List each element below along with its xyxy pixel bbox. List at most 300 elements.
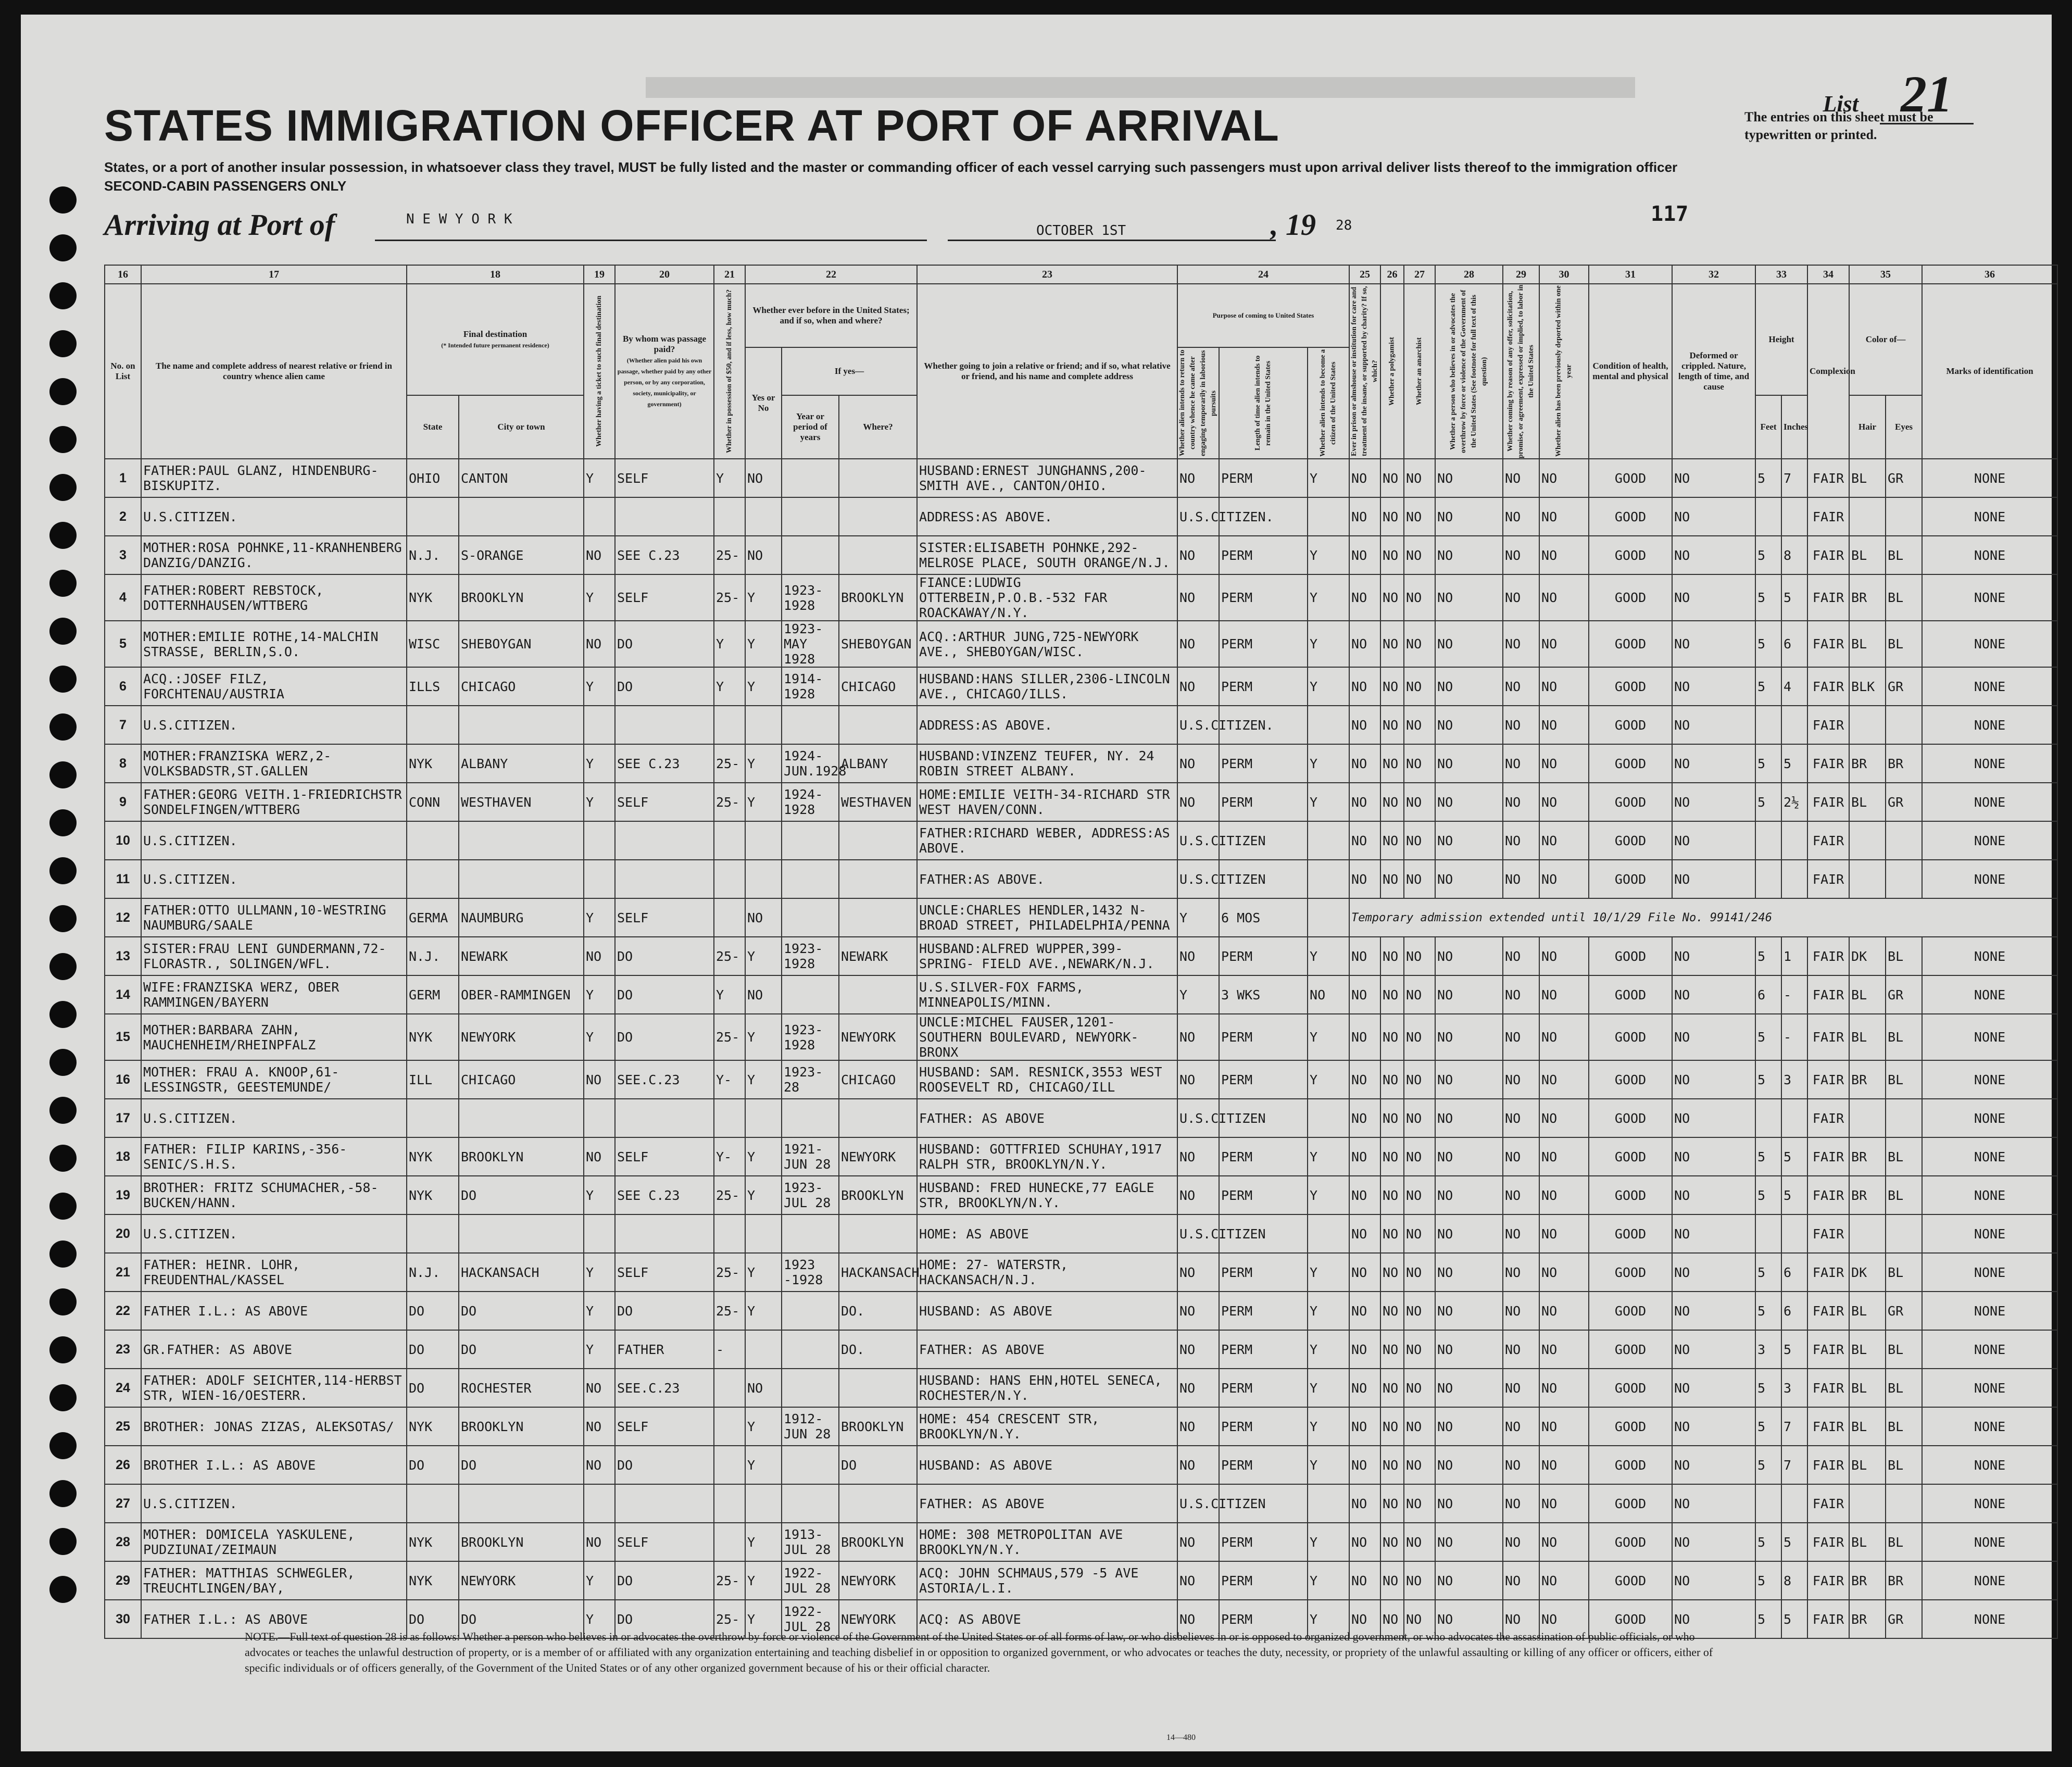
col29-cell: NO [1503,574,1539,621]
joining-cell: HOME:EMILIE VEITH-34-RICHARD STR WEST HAVEN/CONN. [917,783,1177,821]
col29-cell: NO [1503,1292,1539,1330]
joining-cell: HOME: 27- WATERSTR, HACKANSACH/N.J. [917,1253,1177,1292]
col30-cell: NO [1539,1176,1589,1214]
before-us-cell: Y [745,1060,782,1099]
complexion-cell: FAIR [1807,1369,1849,1407]
purpose-c-cell: Y [1308,1014,1349,1060]
purpose-a-cell: U.S.CITIZEN [1177,1099,1219,1137]
ticket-cell: NO [584,1060,615,1099]
relative-cell: FATHER: MATTHIAS SCHWEGLER, TREUCHTLINGEN/BAY, [141,1561,407,1600]
feet-cell: 5 [1755,1292,1781,1330]
manifest-rows [105,459,2057,1638]
purpose-a-cell: NO [1177,1137,1219,1176]
binder-hole [49,1097,77,1124]
col25-cell: NO [1349,1253,1380,1292]
col27-cell: NO [1404,1137,1435,1176]
binder-hole [49,1336,77,1363]
feet-cell [1755,1099,1781,1137]
row-number: 2 [105,497,141,536]
city-cell: OBER-RAMMINGEN [459,975,584,1014]
table-row [105,1446,2057,1484]
joining-cell: HUSBAND:VINZENZ TEUFER, NY. 24 ROBIN STREET ALBANY. [917,744,1177,783]
table-row [105,497,2057,536]
paid-by-cell: DO [615,937,714,975]
relative-cell: BROTHER: JONAS ZIZAS, ALEKSOTAS/ [141,1407,407,1446]
binder-hole [49,1001,77,1028]
faded-stamp [646,77,1635,98]
purpose-a-cell: NO [1177,937,1219,975]
where-cell [839,898,917,937]
years-cell: 1923 -1928 [782,1253,839,1292]
paid-by-cell: SEE C.23 [615,744,714,783]
col26-cell: NO [1380,1330,1404,1369]
health-cell: GOOD [1589,1446,1672,1484]
marks-cell: NONE [1922,975,2057,1014]
hair-cell: DK [1849,1253,1886,1292]
form-title: STATES IMMIGRATION OFFICER AT PORT OF ARRIVAL [104,101,1279,150]
col26-cell: NO [1380,1060,1404,1099]
purpose-c-cell: Y [1308,937,1349,975]
arrival-date: OCTOBER 1ST [1036,223,1126,239]
health-cell: GOOD [1589,536,1672,574]
feet-cell: 5 [1755,1253,1781,1292]
joining-cell: FIANCE:LUDWIG OTTERBEIN,P.O.B.-532 FAR ROACKAWAY/N.Y. [917,574,1177,621]
joining-cell: HUSBAND:HANS SILLER,2306-LINCOLN AVE., CHICAGO/ILLS. [917,667,1177,706]
paid-by-cell [615,1214,714,1253]
marks-cell: NONE [1922,1060,2057,1099]
binder-hole [49,953,77,980]
col27-cell: NO [1404,1176,1435,1214]
col29-cell: NO [1503,1600,1539,1638]
col26-cell: NO [1380,1369,1404,1407]
state-cell [407,821,459,860]
city-cell: BROOKLYN [459,1137,584,1176]
col29-cell: NO [1503,1176,1539,1214]
state-cell [407,497,459,536]
money-cell: 25- [714,783,745,821]
col26-cell: NO [1380,1484,1404,1523]
ticket-cell [584,1099,615,1137]
money-cell: 25- [714,1253,745,1292]
money-cell [714,1484,745,1523]
paid-by-cell: SELF [615,459,714,497]
binder-hole [49,1240,77,1268]
binder-hole [49,761,77,788]
purpose-c-cell: Y [1308,1176,1349,1214]
table-row [105,459,2057,497]
relative-cell: U.S.CITIZEN. [141,497,407,536]
hair-cell: BL [1849,1446,1886,1484]
col-eyes: Eyes [1886,395,1922,459]
paid-by-cell: DO [615,1600,714,1638]
marks-cell: NONE [1922,536,2057,574]
col28-cell: NO [1435,621,1503,667]
col28-cell: NO [1435,860,1503,898]
money-cell: Y- [714,1137,745,1176]
complexion-cell: FAIR [1807,860,1849,898]
purpose-a-cell: NO [1177,1523,1219,1561]
state-cell: CONN [407,783,459,821]
ticket-cell: NO [584,1137,615,1176]
col30-cell: NO [1539,1137,1589,1176]
page-code: 117 [1651,202,1689,226]
where-cell: CHICAGO [839,1060,917,1099]
health-cell: GOOD [1589,1099,1672,1137]
col30-cell: NO [1539,1099,1589,1137]
col-color: Color of— [1849,284,1922,395]
health-cell: GOOD [1589,1523,1672,1561]
marks-cell: NONE [1922,1292,2057,1330]
state-cell: ILL [407,1060,459,1099]
eyes-cell: GR [1886,1292,1922,1330]
state-cell: GERMA [407,898,459,937]
eyes-cell: GR [1886,783,1922,821]
deformed-cell: NO [1672,744,1755,783]
relative-cell: U.S.CITIZEN. [141,1214,407,1253]
feet-cell: 3 [1755,1330,1781,1369]
col25-cell: NO [1349,1523,1380,1561]
paid-by-cell: DO [615,1561,714,1600]
before-us-cell: NO [745,975,782,1014]
health-cell: GOOD [1589,621,1672,667]
purpose-c-cell: Y [1308,1446,1349,1484]
before-us-cell: NO [745,536,782,574]
col28-cell: NO [1435,1523,1503,1561]
table-row [105,574,2057,621]
inches-cell: 3 [1781,1060,1807,1099]
ticket-cell: NO [584,1446,615,1484]
money-cell [714,898,745,937]
purpose-c-cell: Y [1308,1369,1349,1407]
col27-cell: NO [1404,860,1435,898]
col27-cell: NO [1404,1369,1435,1407]
where-cell: ALBANY [839,744,917,783]
row-number: 21 [105,1253,141,1292]
eyes-cell: BL [1886,1060,1922,1099]
deformed-cell: NO [1672,667,1755,706]
purpose-c-cell: Y [1308,1330,1349,1369]
joining-cell: HUSBAND: HANS EHN,HOTEL SENECA, ROCHESTER/N.Y. [917,1369,1177,1407]
where-cell [839,860,917,898]
col25-cell: NO [1349,1369,1380,1407]
feet-cell: 5 [1755,744,1781,783]
row-number: 19 [105,1176,141,1214]
hair-cell: BR [1849,1137,1886,1176]
eyes-cell [1886,1484,1922,1523]
col25-cell: NO [1349,536,1380,574]
ticket-cell: Y [584,744,615,783]
purpose-a-cell: NO [1177,574,1219,621]
binder-hole [49,186,77,214]
before-us-cell: NO [745,459,782,497]
binder-hole [49,1576,77,1603]
complexion-cell: FAIR [1807,937,1849,975]
state-cell: DO [407,1369,459,1407]
deformed-cell: NO [1672,1446,1755,1484]
feet-cell [1755,821,1781,860]
complexion-cell: FAIR [1807,536,1849,574]
money-cell: 25- [714,1600,745,1638]
purpose-c-cell: Y [1308,459,1349,497]
col28-cell: NO [1435,975,1503,1014]
relative-cell: FATHER I.L.: AS ABOVE [141,1600,407,1638]
table-row [105,1253,2057,1292]
money-cell [714,1214,745,1253]
paid-by-cell: SELF [615,1137,714,1176]
col27-cell: NO [1404,1099,1435,1137]
years-cell: 1923-1928 [782,574,839,621]
row-number: 10 [105,821,141,860]
city-cell: NEWYORK [459,1014,584,1060]
before-us-cell: Y [745,1561,782,1600]
col27-cell: NO [1404,1214,1435,1253]
col26-cell: NO [1380,1446,1404,1484]
ticket-cell [584,706,615,744]
deformed-cell: NO [1672,1523,1755,1561]
col-purpose: Purpose of coming to United States [1177,284,1349,347]
feet-cell: 5 [1755,1369,1781,1407]
health-cell: GOOD [1589,1600,1672,1638]
col26-cell: NO [1380,1253,1404,1292]
col-paid-by: By whom was passage paid? (Whether alien paid his own passage, whether paid by any other person, or by any corporation, society, municipality, or government) [615,284,714,459]
table-row [105,1561,2057,1600]
city-cell: S-ORANGE [459,536,584,574]
city-cell: WESTHAVEN [459,783,584,821]
where-cell: DO. [839,1330,917,1369]
col27-cell: NO [1404,1600,1435,1638]
ticket-cell [584,1214,615,1253]
relative-cell: GR.FATHER: AS ABOVE [141,1330,407,1369]
purpose-c-cell: Y [1308,1060,1349,1099]
complexion-cell: FAIR [1807,1330,1849,1369]
col-money: Whether in possession of $50, and if less, how much? [714,284,745,459]
eyes-cell [1886,497,1922,536]
table-row [105,1060,2057,1099]
binder-hole [49,1384,77,1411]
table-row [105,1484,2057,1523]
hair-cell: BL [1849,1330,1886,1369]
feet-cell: 5 [1755,1600,1781,1638]
col30-cell: NO [1539,1292,1589,1330]
purpose-c-cell [1308,898,1349,937]
where-cell: DO [839,1446,917,1484]
paid-by-cell: DO [615,975,714,1014]
hair-cell [1849,821,1886,860]
inches-cell [1781,706,1807,744]
purpose-c-cell [1308,1484,1349,1523]
state-cell [407,706,459,744]
col29-cell: NO [1503,1099,1539,1137]
feet-cell: 5 [1755,574,1781,621]
col-yes-no: Yes or No [745,347,782,459]
col28-cell: NO [1435,667,1503,706]
col-deformed: Deformed or crippled. Nature, length of time, and cause [1672,284,1755,459]
before-us-cell [745,860,782,898]
joining-cell: FATHER: AS ABOVE [917,1484,1177,1523]
relative-cell: FATHER:PAUL GLANZ, HINDENBURG-BISKUPITZ. [141,459,407,497]
years-cell [782,1484,839,1523]
health-cell: GOOD [1589,1561,1672,1600]
money-cell [714,706,745,744]
col28-cell: NO [1435,1561,1503,1600]
row-number: 12 [105,898,141,937]
marks-cell: NONE [1922,937,2057,975]
complexion-cell: FAIR [1807,975,1849,1014]
before-us-cell: Y [745,1446,782,1484]
city-cell: HACKANSACH [459,1253,584,1292]
years-cell [782,706,839,744]
purpose-a-cell: Y [1177,898,1219,937]
marks-cell: NONE [1922,667,2057,706]
state-cell [407,860,459,898]
city-cell: DO [459,1292,584,1330]
health-cell: GOOD [1589,1292,1672,1330]
typewritten-note: The entries on this sheet must be typewritten or printed. [1744,109,1933,142]
complexion-cell: FAIR [1807,667,1849,706]
where-cell: NEWYORK [839,1600,917,1638]
relative-cell: FATHER:ROBERT REBSTOCK, DOTTERNHAUSEN/WTTBERG [141,574,407,621]
where-cell [839,706,917,744]
inches-cell: 8 [1781,1561,1807,1600]
table-row [105,1330,2057,1369]
col26-cell: NO [1380,744,1404,783]
inches-cell [1781,1214,1807,1253]
col30-cell: NO [1539,1407,1589,1446]
hair-cell: BLK [1849,667,1886,706]
binder-hole [49,330,77,357]
marks-cell: NONE [1922,1176,2057,1214]
deformed-cell: NO [1672,459,1755,497]
col30-cell: NO [1539,1446,1589,1484]
feet-cell: 5 [1755,1523,1781,1561]
col29-cell: NO [1503,497,1539,536]
col27-cell: NO [1404,1561,1435,1600]
col26-cell: NO [1380,536,1404,574]
feet-cell [1755,860,1781,898]
col28-cell: NO [1435,1137,1503,1176]
col-26: Whether a polygamist [1380,284,1404,459]
eyes-cell: GR [1886,975,1922,1014]
table-row [105,898,2057,937]
paid-by-cell: DO [615,1446,714,1484]
col28-cell: NO [1435,821,1503,860]
health-cell: GOOD [1589,459,1672,497]
eyes-cell: BL [1886,1014,1922,1060]
col29-cell: NO [1503,1214,1539,1253]
marks-cell: NONE [1922,1407,2057,1446]
ticket-cell: Y [584,975,615,1014]
purpose-c-cell: NO [1308,975,1349,1014]
feet-cell [1755,706,1781,744]
col25-cell: NO [1349,1137,1380,1176]
inches-cell: 4 [1781,667,1807,706]
relative-cell: WIFE:FRANZISKA WERZ, OBER RAMMINGEN/BAYERN [141,975,407,1014]
col28-cell: NO [1435,497,1503,536]
city-cell: CANTON [459,459,584,497]
money-cell [714,497,745,536]
paid-by-cell: SELF [615,783,714,821]
row-number: 29 [105,1561,141,1600]
col27-cell: NO [1404,783,1435,821]
inches-cell: - [1781,1014,1807,1060]
state-cell: DO [407,1330,459,1369]
col28-cell: NO [1435,1600,1503,1638]
col29-cell: NO [1503,783,1539,821]
deformed-cell: NO [1672,821,1755,860]
money-cell: 25- [714,1014,745,1060]
where-cell: NEWYORK [839,1137,917,1176]
state-cell: NYK [407,1561,459,1600]
col25-cell: NO [1349,1484,1380,1523]
feet-cell: 5 [1755,937,1781,975]
paid-by-cell: SEE C.23 [615,536,714,574]
health-cell: GOOD [1589,1330,1672,1369]
marks-cell: NONE [1922,783,2057,821]
complexion-cell: FAIR [1807,1014,1849,1060]
col-marks: Marks of identification [1922,284,2057,459]
purpose-b-cell: PERM [1219,1407,1308,1446]
purpose-b-cell: 3 WKS [1219,975,1308,1014]
feet-cell [1755,497,1781,536]
col-state: State [407,395,459,459]
years-cell [782,1330,839,1369]
joining-cell: FATHER:RICHARD WEBER, ADDRESS:AS ABOVE. [917,821,1177,860]
years-cell [782,1292,839,1330]
years-cell: 1923-28 [782,1060,839,1099]
joining-cell: UNCLE:MICHEL FAUSER,1201-SOUTHERN BOULEVARD, NEWYORK-BRONX [917,1014,1177,1060]
health-cell: GOOD [1589,1407,1672,1446]
where-cell: CHICAGO [839,667,917,706]
col-health: Condition of health, mental and physical [1589,284,1672,459]
year-prefix: , 19 [1271,208,1316,242]
paid-by-cell: SELF [615,898,714,937]
col27-cell: NO [1404,497,1435,536]
before-us-cell: Y [745,1014,782,1060]
joining-cell: HUSBAND: AS ABOVE [917,1446,1177,1484]
purpose-a-cell: NO [1177,1407,1219,1446]
col28-cell: NO [1435,1292,1503,1330]
complexion-cell: FAIR [1807,1561,1849,1600]
col29-cell: NO [1503,1060,1539,1099]
paid-by-cell: SELF [615,1523,714,1561]
col25-cell: NO [1349,1014,1380,1060]
complexion-cell: FAIR [1807,1523,1849,1561]
col29-cell: NO [1503,1407,1539,1446]
eyes-cell: GR [1886,459,1922,497]
city-cell: DO [459,1176,584,1214]
ticket-cell: NO [584,1523,615,1561]
col26-cell: NO [1380,783,1404,821]
city-cell [459,1214,584,1253]
purpose-b-cell: PERM [1219,744,1308,783]
ticket-cell: NO [584,1407,615,1446]
state-cell: NYK [407,1137,459,1176]
hair-cell [1849,860,1886,898]
before-us-cell: Y [745,1292,782,1330]
complexion-cell: FAIR [1807,574,1849,621]
col29-cell: NO [1503,1561,1539,1600]
relative-cell: FATHER:OTTO ULLMANN,10-WESTRING NAUMBURG/SAALE [141,898,407,937]
col27-cell: NO [1404,821,1435,860]
table-row [105,744,2057,783]
marks-cell: NONE [1922,1369,2057,1407]
purpose-c-cell: Y [1308,1561,1349,1600]
state-cell: GERM [407,975,459,1014]
row-number: 15 [105,1014,141,1060]
years-cell: 1922-JUL 28 [782,1600,839,1638]
where-cell [839,459,917,497]
binder-holes [49,186,81,1593]
